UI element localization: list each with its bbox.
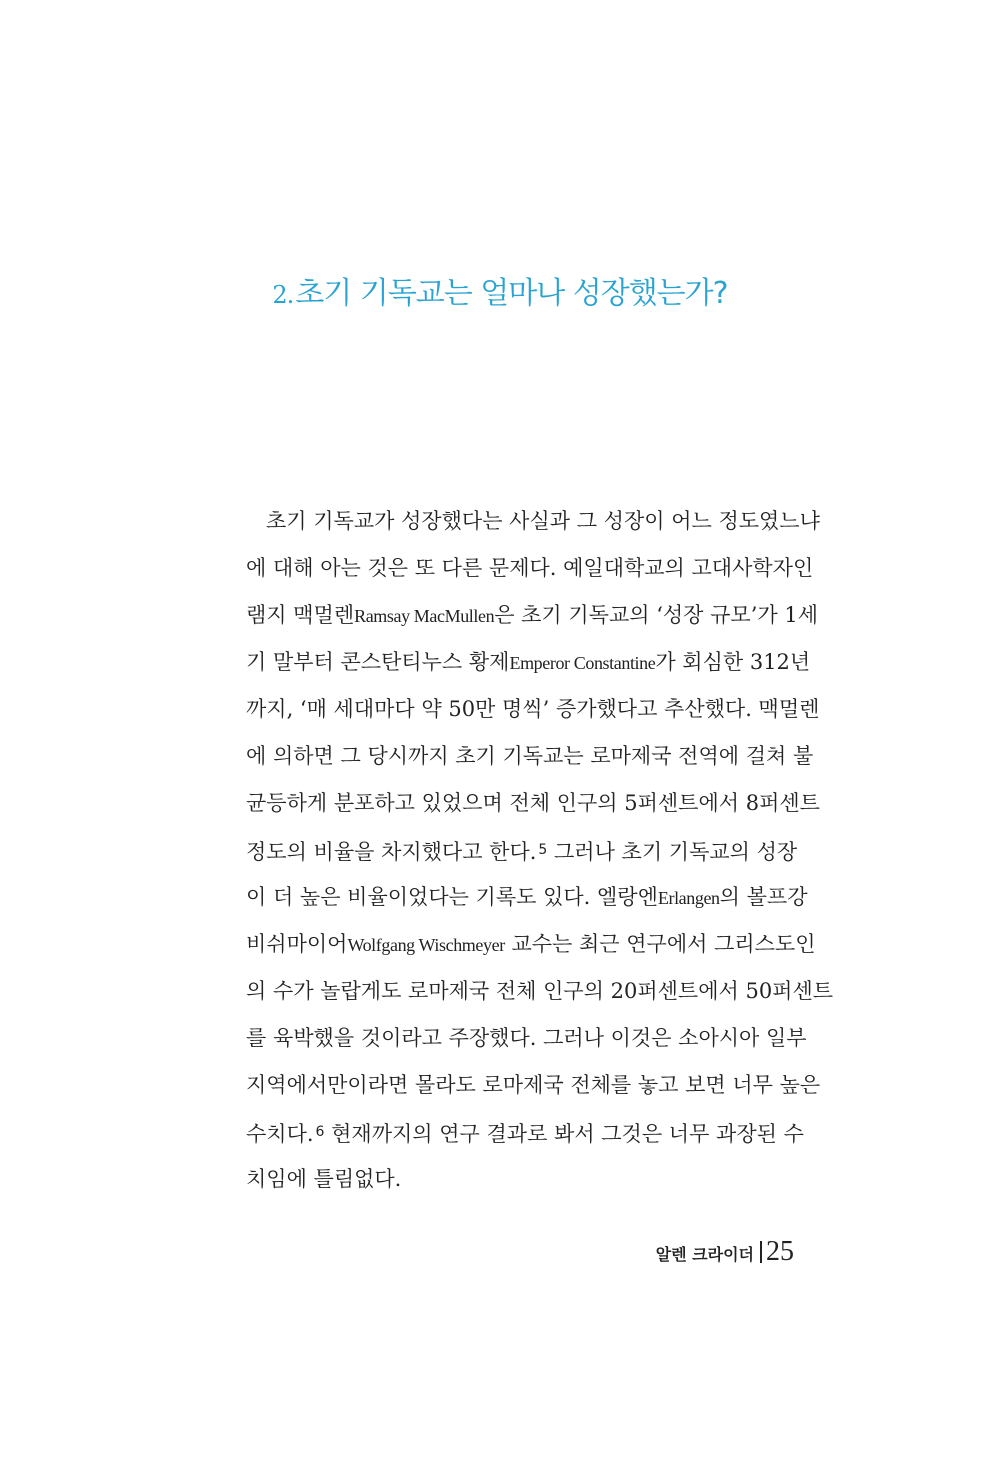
chapter-heading bbox=[0, 268, 1000, 312]
body-paragraph bbox=[246, 498, 834, 1203]
text-line bbox=[246, 733, 814, 780]
text-run: 기 말부터 콘스탄티누스 황제 bbox=[246, 650, 510, 674]
original-term: Erlangen bbox=[657, 888, 720, 908]
text-line bbox=[246, 921, 816, 968]
text-run: 의 볼프강 bbox=[719, 885, 808, 909]
footnote-marker: 5 bbox=[538, 842, 548, 858]
running-footer-author: 알렌 크라이더 bbox=[655, 1245, 754, 1264]
text-run: 에 의하면 그 당시까지 초기 기독교는 로마제국 전역에 걸쳐 불 bbox=[246, 744, 814, 768]
text-run: 초기 기독교가 성장했다는 사실과 그 성장이 어느 정도였느냐 bbox=[266, 509, 820, 533]
text-run: 에 대해 아는 것은 또 다른 문제다. 예일대학교의 고대사학자인 bbox=[246, 556, 814, 580]
page-number: 25 bbox=[766, 1236, 794, 1267]
text-run: 비쉬마이어 bbox=[246, 932, 348, 956]
text-line bbox=[246, 874, 808, 921]
text-line bbox=[246, 498, 820, 545]
text-line bbox=[246, 1109, 804, 1156]
text-run: 이 더 높은 비율이었다는 기록도 있다. 엘랑엔 bbox=[246, 885, 658, 909]
text-line bbox=[246, 545, 814, 592]
text-run: 치임에 틀림없다. bbox=[246, 1167, 402, 1191]
text-line bbox=[246, 827, 798, 874]
text-line bbox=[246, 1062, 821, 1109]
chapter-title: 초기 기독교는 얼마나 성장했는가? bbox=[295, 276, 728, 311]
text-line bbox=[246, 968, 834, 1015]
text-line bbox=[246, 1015, 807, 1062]
page-footer bbox=[656, 1236, 794, 1268]
text-run: 지역에서만이라면 몰라도 로마제국 전체를 놓고 보면 너무 높은 bbox=[246, 1073, 821, 1097]
text-run: 현재까지의 연구 결과로 봐서 그것은 너무 과장된 수 bbox=[324, 1122, 804, 1146]
text-run: 를 육박했을 것이라고 주장했다. 그러나 이것은 소아시아 일부 bbox=[246, 1026, 807, 1050]
text-run: 은 초기 기독교의 ‘성장 규모’가 1세 bbox=[494, 603, 818, 627]
text-line bbox=[246, 780, 820, 827]
footer-divider bbox=[760, 1241, 762, 1263]
text-line bbox=[246, 639, 811, 686]
text-run: 그러나 초기 기독교의 성장 bbox=[547, 840, 798, 864]
text-line bbox=[246, 592, 818, 639]
text-run: 가 회심한 312년 bbox=[655, 650, 811, 674]
original-term: Ramsay MacMullen bbox=[354, 606, 495, 626]
text-run: 의 수가 놀랍게도 로마제국 전체 인구의 20퍼센트에서 50퍼센트 bbox=[246, 979, 834, 1003]
text-run: 수치다. bbox=[246, 1122, 314, 1146]
original-term: Emperor Constantine bbox=[509, 653, 656, 673]
text-run: 교수는 최근 연구에서 그리스도인 bbox=[504, 932, 816, 956]
chapter-number: 2. bbox=[272, 281, 294, 309]
text-run: 램지 맥멀렌 bbox=[246, 603, 355, 627]
text-line bbox=[246, 686, 820, 733]
text-run: 까지, ‘매 세대마다 약 50만 명씩’ 증가했다고 추산했다. 맥멀렌 bbox=[246, 697, 820, 721]
text-line bbox=[246, 1156, 794, 1203]
text-run: 정도의 비율을 차지했다고 한다. bbox=[246, 840, 537, 864]
text-run: 균등하게 분포하고 있었으며 전체 인구의 5퍼센트에서 8퍼센트 bbox=[246, 791, 820, 815]
original-term: Wolfgang Wischmeyer bbox=[347, 935, 505, 955]
footnote-marker: 6 bbox=[315, 1124, 325, 1140]
